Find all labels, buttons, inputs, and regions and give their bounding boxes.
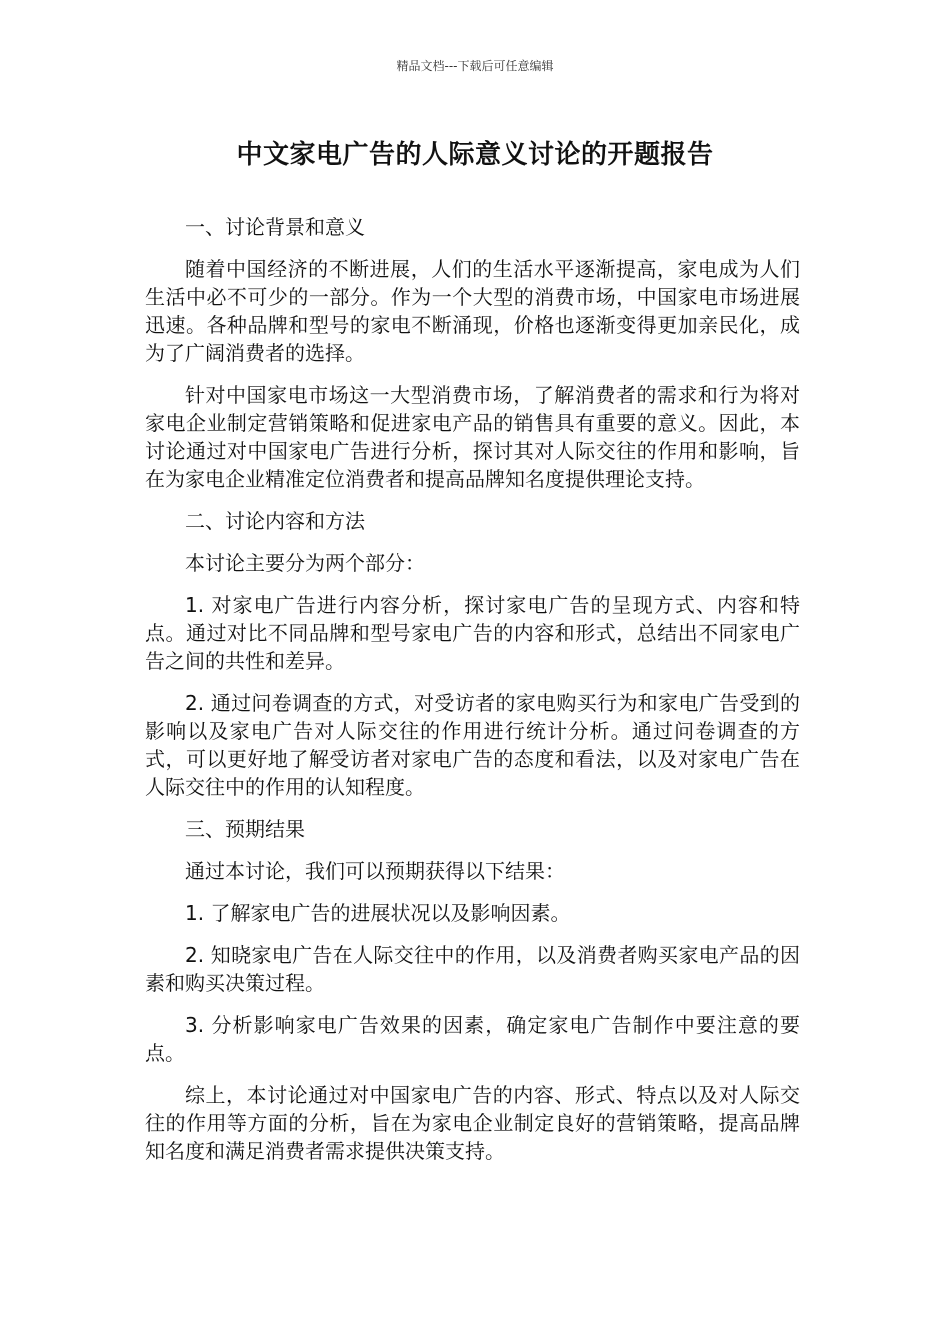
document-body [145, 213, 800, 1179]
conclusion-paragraph: 综上，本讨论通过对中国家电广告的内容、形式、特点以及对人际交往的作用等方面的分析，旨在为家电企业制定良好的营销策略，提高品牌知名度和满足消费者需求提供决策支持。 [145, 1083, 800, 1163]
list-item: 3. 分析影响家电广告效果的因素，确定家电广告制作中要注意的要点。 [145, 1013, 800, 1065]
paragraph: 针对中国家电市场这一大型消费市场，了解消费者的需求和行为将对家电企业制定营销策略和促进家电产品的销售具有重要的意义。因此，本讨论通过对中国家电广告进行分析，探讨其对人际交往的作用和影响，旨在为家电企业精准定位消费者和提高品牌知名度提供理论支持。 [145, 383, 800, 491]
section-heading-background: 一、讨论背景和意义 [185, 215, 365, 239]
list-item: 1. 对家电广告进行内容分析，探讨家电广告的呈现方式、内容和特点。通过对比不同品牌和型号家电广告的内容和形式，总结出不同家电广告之间的共性和差异。 [145, 593, 800, 673]
paragraph: 通过本讨论，我们可以预期获得以下结果： [185, 859, 565, 883]
section-heading-expected-results: 三、预期结果 [185, 817, 305, 841]
list-item: 2. 知晓家电广告在人际交往中的作用，以及消费者购买家电产品的因素和购买决策过程。 [145, 943, 800, 995]
section-heading-content-method: 二、讨论内容和方法 [185, 509, 365, 533]
list-item: 1. 了解家电广告的进展状况以及影响因素。 [185, 901, 571, 925]
page-header: 精品文档---下载后可任意编辑 [396, 59, 554, 73]
document-title: 中文家电广告的人际意义讨论的开题报告 [236, 140, 714, 170]
paragraph: 随着中国经济的不断进展，人们的生活水平逐渐提高，家电成为人们生活中必不可少的一部分。作为一个大型的消费市场，中国家电市场进展迅速。各种品牌和型号的家电不断涌现，价格也逐渐变得更加亲民化，成为了广阔消费者的选择。 [145, 257, 800, 365]
list-item: 2. 通过问卷调查的方式，对受访者的家电购买行为和家电广告受到的影响以及家电广告对人际交往的作用进行统计分析。通过问卷调查的方式，可以更好地了解受访者对家电广告的态度和看法，以及对家电广告在人际交往中的作用的认知程度。 [145, 691, 800, 799]
paragraph: 本讨论主要分为两个部分： [185, 551, 425, 575]
